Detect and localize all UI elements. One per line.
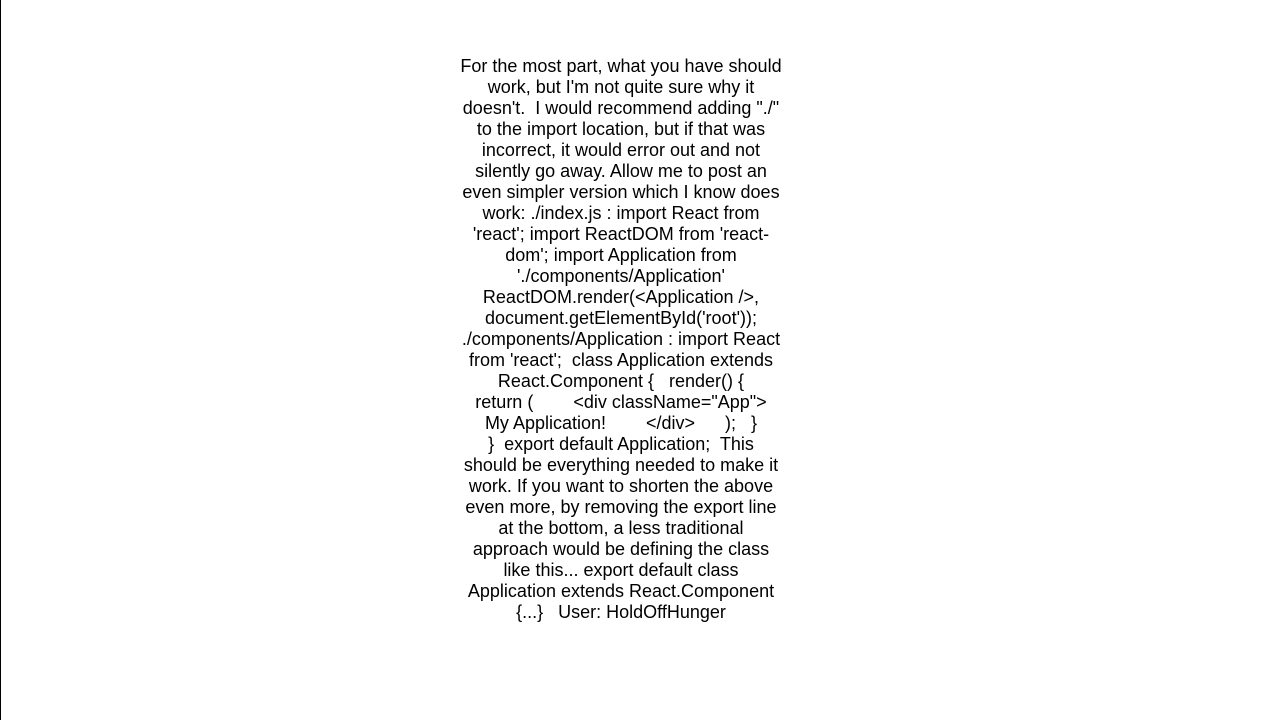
- answer-line: } export default Application; This: [488, 434, 754, 454]
- answer-line: doesn't. I would recommend adding "./": [462, 98, 780, 118]
- answer-line: from 'react'; class Application extends: [468, 350, 773, 370]
- answer-line: at the bottom, a less traditional: [498, 518, 744, 538]
- answer-line: ReactDOM.render(<Application />,: [482, 287, 760, 307]
- answer-line: work, but I'm not quite sure why it: [487, 77, 755, 97]
- answer-line: ./components/Application : import React: [461, 329, 781, 349]
- answer-line: return ( <div className="App">: [475, 392, 767, 412]
- answer-line: dom'; import Application from: [505, 245, 737, 265]
- answer-line: My Application! </div> ); }: [484, 413, 758, 433]
- answer-line: like this... export default class: [503, 560, 739, 580]
- answer-line: './components/Application': [517, 266, 725, 286]
- answer-line: For the most part, what you have should: [460, 56, 782, 76]
- answer-line: approach would be defining the class: [472, 539, 770, 559]
- answer-line: Application extends React.Component: [467, 581, 775, 601]
- answer-line: even more, by removing the export line: [465, 497, 777, 517]
- answer-line: 'react'; import ReactDOM from 'react-: [472, 224, 770, 244]
- answer-line: {...} User: HoldOffHunger: [516, 602, 726, 622]
- answer-line: incorrect, it would error out and not: [481, 140, 761, 160]
- answer-line: document.getElementById('root'));: [485, 308, 757, 328]
- answer-line: work. If you want to shorten the above: [468, 476, 774, 496]
- answer-line: to the import location, but if that was: [476, 119, 766, 139]
- answer-line: even simpler version which I know does: [462, 182, 780, 202]
- answer-line: work: ./index.js : import React from: [482, 203, 760, 223]
- answer-line: React.Component { render() {: [497, 371, 745, 391]
- answer-line: should be everything needed to make it: [463, 455, 779, 475]
- answer-text: [457, 56, 785, 623]
- answer-line: silently go away. Allow me to post an: [475, 161, 767, 181]
